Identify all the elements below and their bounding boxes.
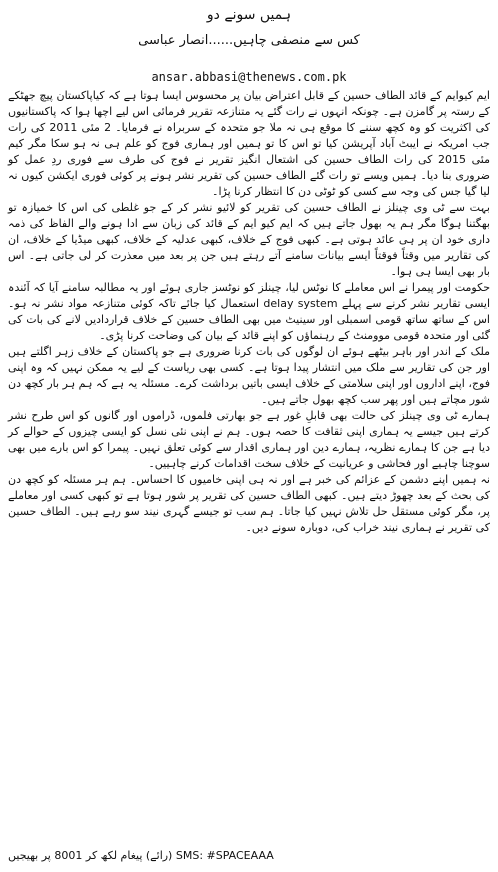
column-title: ہمیں سونے دو [206,7,292,23]
article-body [8,88,490,536]
paragraph: حکومت اور پیمرا نے اس معاملے کا نوٹس لیا، چینلز کو نوٹسز جاری ہوئے اور یہ مطالبہ سامنے آیا کہ آئندہ ایسی تقاریر نشر کرنے سے پہلے delay system استعمال کیا جائے تاکہ کوئی متنازعہ مواد نشر نہ ہو۔ اس کے ساتھ ساتھ قومی اسمبلی اور سینیٹ میں بھی الطاف حسین کے خلاف قراردادیں لانے کی بات کی گئی اور متحدہ قومی موومنٹ کے رہنماؤں کو اپنے قائد کے بیان کی وضاحت کرنا پڑی۔ [8,281,491,342]
paragraph: ایم کیوایم کے قائد الطاف حسین کے قابل اعتراض بیان پر محسوس ایسا ہوتا ہے کہ کیاپاکستان پیچ جھٹکے کے رستہ پر گامزن ہے۔ چونکہ انہوں نے رات گئے یہ متنازعہ تقریر فرمائی اس لیے اچھا ہوا کہ پاکستانیوں کی اکثریت کو وہ کچھ سننے کا موقع ہی نہ ملا جو متحدہ کے سربراہ نے فرمایا۔ 2 مئی 2011 کی رات جب امریکہ نے ایبٹ آباد آپریشن کیا تو اس کا تو ہمیں اور ہماری فوج کو علم ہی نہ ہو سکا مگر کیم مئی 2015 کی رات الطاف حسین کی اشتعال انگیز تقریر نے فوج کی طرف سے فوری ردِ عمل کو ضروری بنا دیا۔ ہمیں ویسے تو رات گئے الطاف حسین کی تقریر نشر ہونے پر کوئی فوری ایکشن کیوں نہ لیا گیا جس کی وجہ سے کسی کو ٹوٹی دن کا انتظار کرنا پڑا۔ [8,89,490,198]
sms-footer: SMS: #SPACEAAA (رائے) پیغام لکھ کر 8001 پر بھیجیں [8,849,274,862]
paragraph: ہمارے ٹی وی چینلز کی حالت بھی قابلِ غور ہے جو بھارتی فلموں، ڈراموں اور گانوں کو اس طرح نشر کرتے ہیں جیسے یہ ہماری اپنی ثقافت کا حصہ ہوں۔ ہم نے اپنی نئی نسل کو ایسی چیزوں کے حوالے کر دیا ہے جن کا ہمارے نظریہ، ہمارے دین اور ہماری اقدار سے کوئی تعلق نہیں۔ پیمرا کو اس بارے میں بھی سوچنا چاہیے اور فحاشی و عریانیت کے خلاف سخت اقدامات کرنے چاہییں۔ [8,409,490,470]
paragraph: بہت سے ٹی وی چینلز نے الطاف حسین کی تقریر کو لائیو نشر کر کے جو غلطی کی اس کا خمیازہ تو بھگتنا ہوگا مگر ہم یہ بھول جاتے ہیں کہ ایم کیو ایم کے قائد کی زبان سے ادا ہونے والے الفاظ کی ذمہ داری خود ان پر ہی عائد ہوتی ہے۔ کبھی فوج کے خلاف، کبھی عدلیہ کے خلاف، کبھی میڈیا کے خلاف، ان کی تقاریر میں وقتاً فوقتاً ایسے بیانات سامنے آتے رہتے ہیں جن پر بعد میں معذرت کر لی جاتی ہے۔ اس بار بھی ایسا ہی ہوا۔ [8,201,490,278]
paragraph: نہ ہمیں اپنے دشمن کے عزائم کی خبر ہے اور نہ ہی اپنی خامیوں کا احساس۔ ہم ہر مسئلہ کو کچھ دن کی بحث کے بعد چھوڑ دیتے ہیں۔ کبھی الطاف حسین کی تقریر پر شور ہوتا ہے تو کبھی کسی اور معاملے پر، مگر کوئی مستقل حل تلاش نہیں کیا جاتا۔ ہم سب تو جیسے گہری نیند سو رہے ہیں۔ الطاف حسین کی تقریر نے ہماری نیند خراب کی، دوبارہ سونے دیں۔ [8,473,490,534]
byline-block [8,32,490,88]
paragraph: ملک کے اندر اور باہر بیٹھے ہوئے ان لوگوں کی بات کرنا ضروری ہے جو پاکستان کے خلاف زہر اگلتے ہیں اور جن کی تقاریر سے ملک میں انتشار پیدا ہوتا ہے۔ کسی بھی ریاست کے لیے یہ ممکن نہیں کہ وہ اپنی فوج، اپنے اداروں اور اپنی سلامتی کے خلاف ایسی باتیں برداشت کرے۔ مسئلہ یہ ہے کہ ہم ہر بار کچھ دن شور مچاتے ہیں اور پھر سب کچھ بھول جاتے ہیں۔ [8,345,490,406]
byline: کس سے منصفی چاہیں......انصار عباسی [138,33,360,48]
author-email: ansar.abbasi@thenews.com.pk [151,70,347,84]
